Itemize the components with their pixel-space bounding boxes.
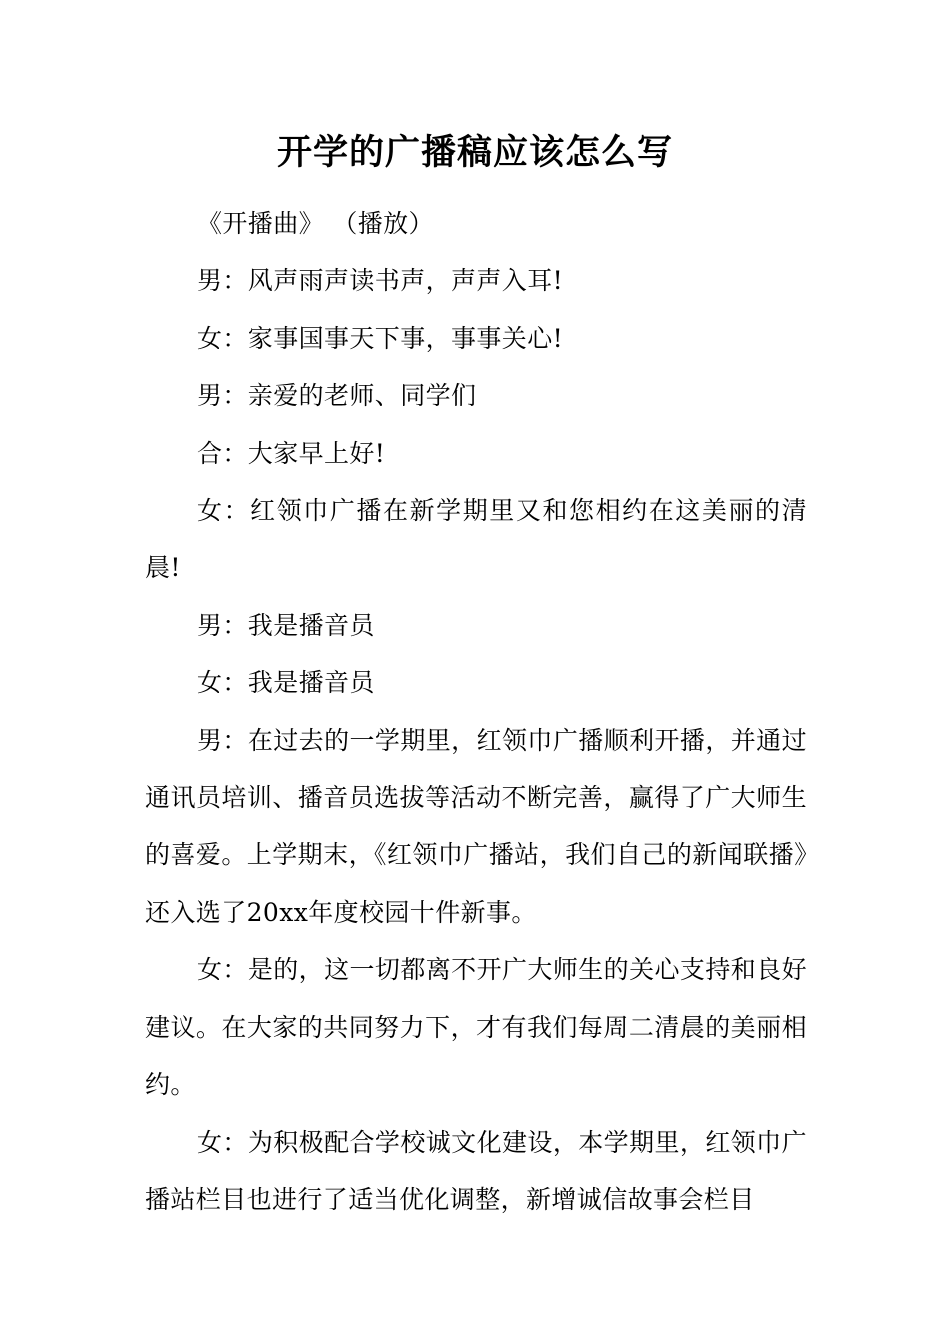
paragraph-female-line-2: 女：红领巾广播在新学期里又和您相约在这美丽的清晨! xyxy=(145,496,807,583)
paragraph-female-line-4: 女：是的，这一切都离不开广大师生的关心支持和良好建议。在大家的共同努力下，才有我们每周二清晨的美丽相约。 xyxy=(145,955,807,1100)
paragraph-male-line-1: 男：风声雨声读书声，声声入耳! xyxy=(197,266,564,296)
paragraph-male-line-3: 男：我是播音员 xyxy=(197,610,375,640)
paragraph-opening-music: 《开播曲》 （播放） xyxy=(197,209,434,238)
paragraph-together-line: 合：大家早上好! xyxy=(197,438,386,468)
document-title: 开学的广播稿应该怎么写 xyxy=(276,132,673,173)
paragraph-female-line-3: 女：我是播音员 xyxy=(197,668,375,698)
document-body xyxy=(145,195,807,1228)
paragraph-male-line-4: 男：在过去的一学期里，红领巾广播顺利开播，并通过通讯员培训、播音员选拔等活动不断完善，赢得了广大师生的喜爱。上学期末，《红领巾广播站，我们自己的新闻联播》还入选了20xx年度校园十件新事。 xyxy=(145,725,807,927)
paragraph-female-line-5: 女：为积极配合学校诚文化建设，本学期里，红领巾广播站栏目也进行了适当优化调整，新增诚信故事会栏目 xyxy=(145,1127,807,1214)
paragraph-female-line-1: 女：家事国事天下事，事事关心! xyxy=(197,323,564,353)
paragraph-male-line-2: 男：亲爱的老师、同学们 xyxy=(197,381,477,411)
